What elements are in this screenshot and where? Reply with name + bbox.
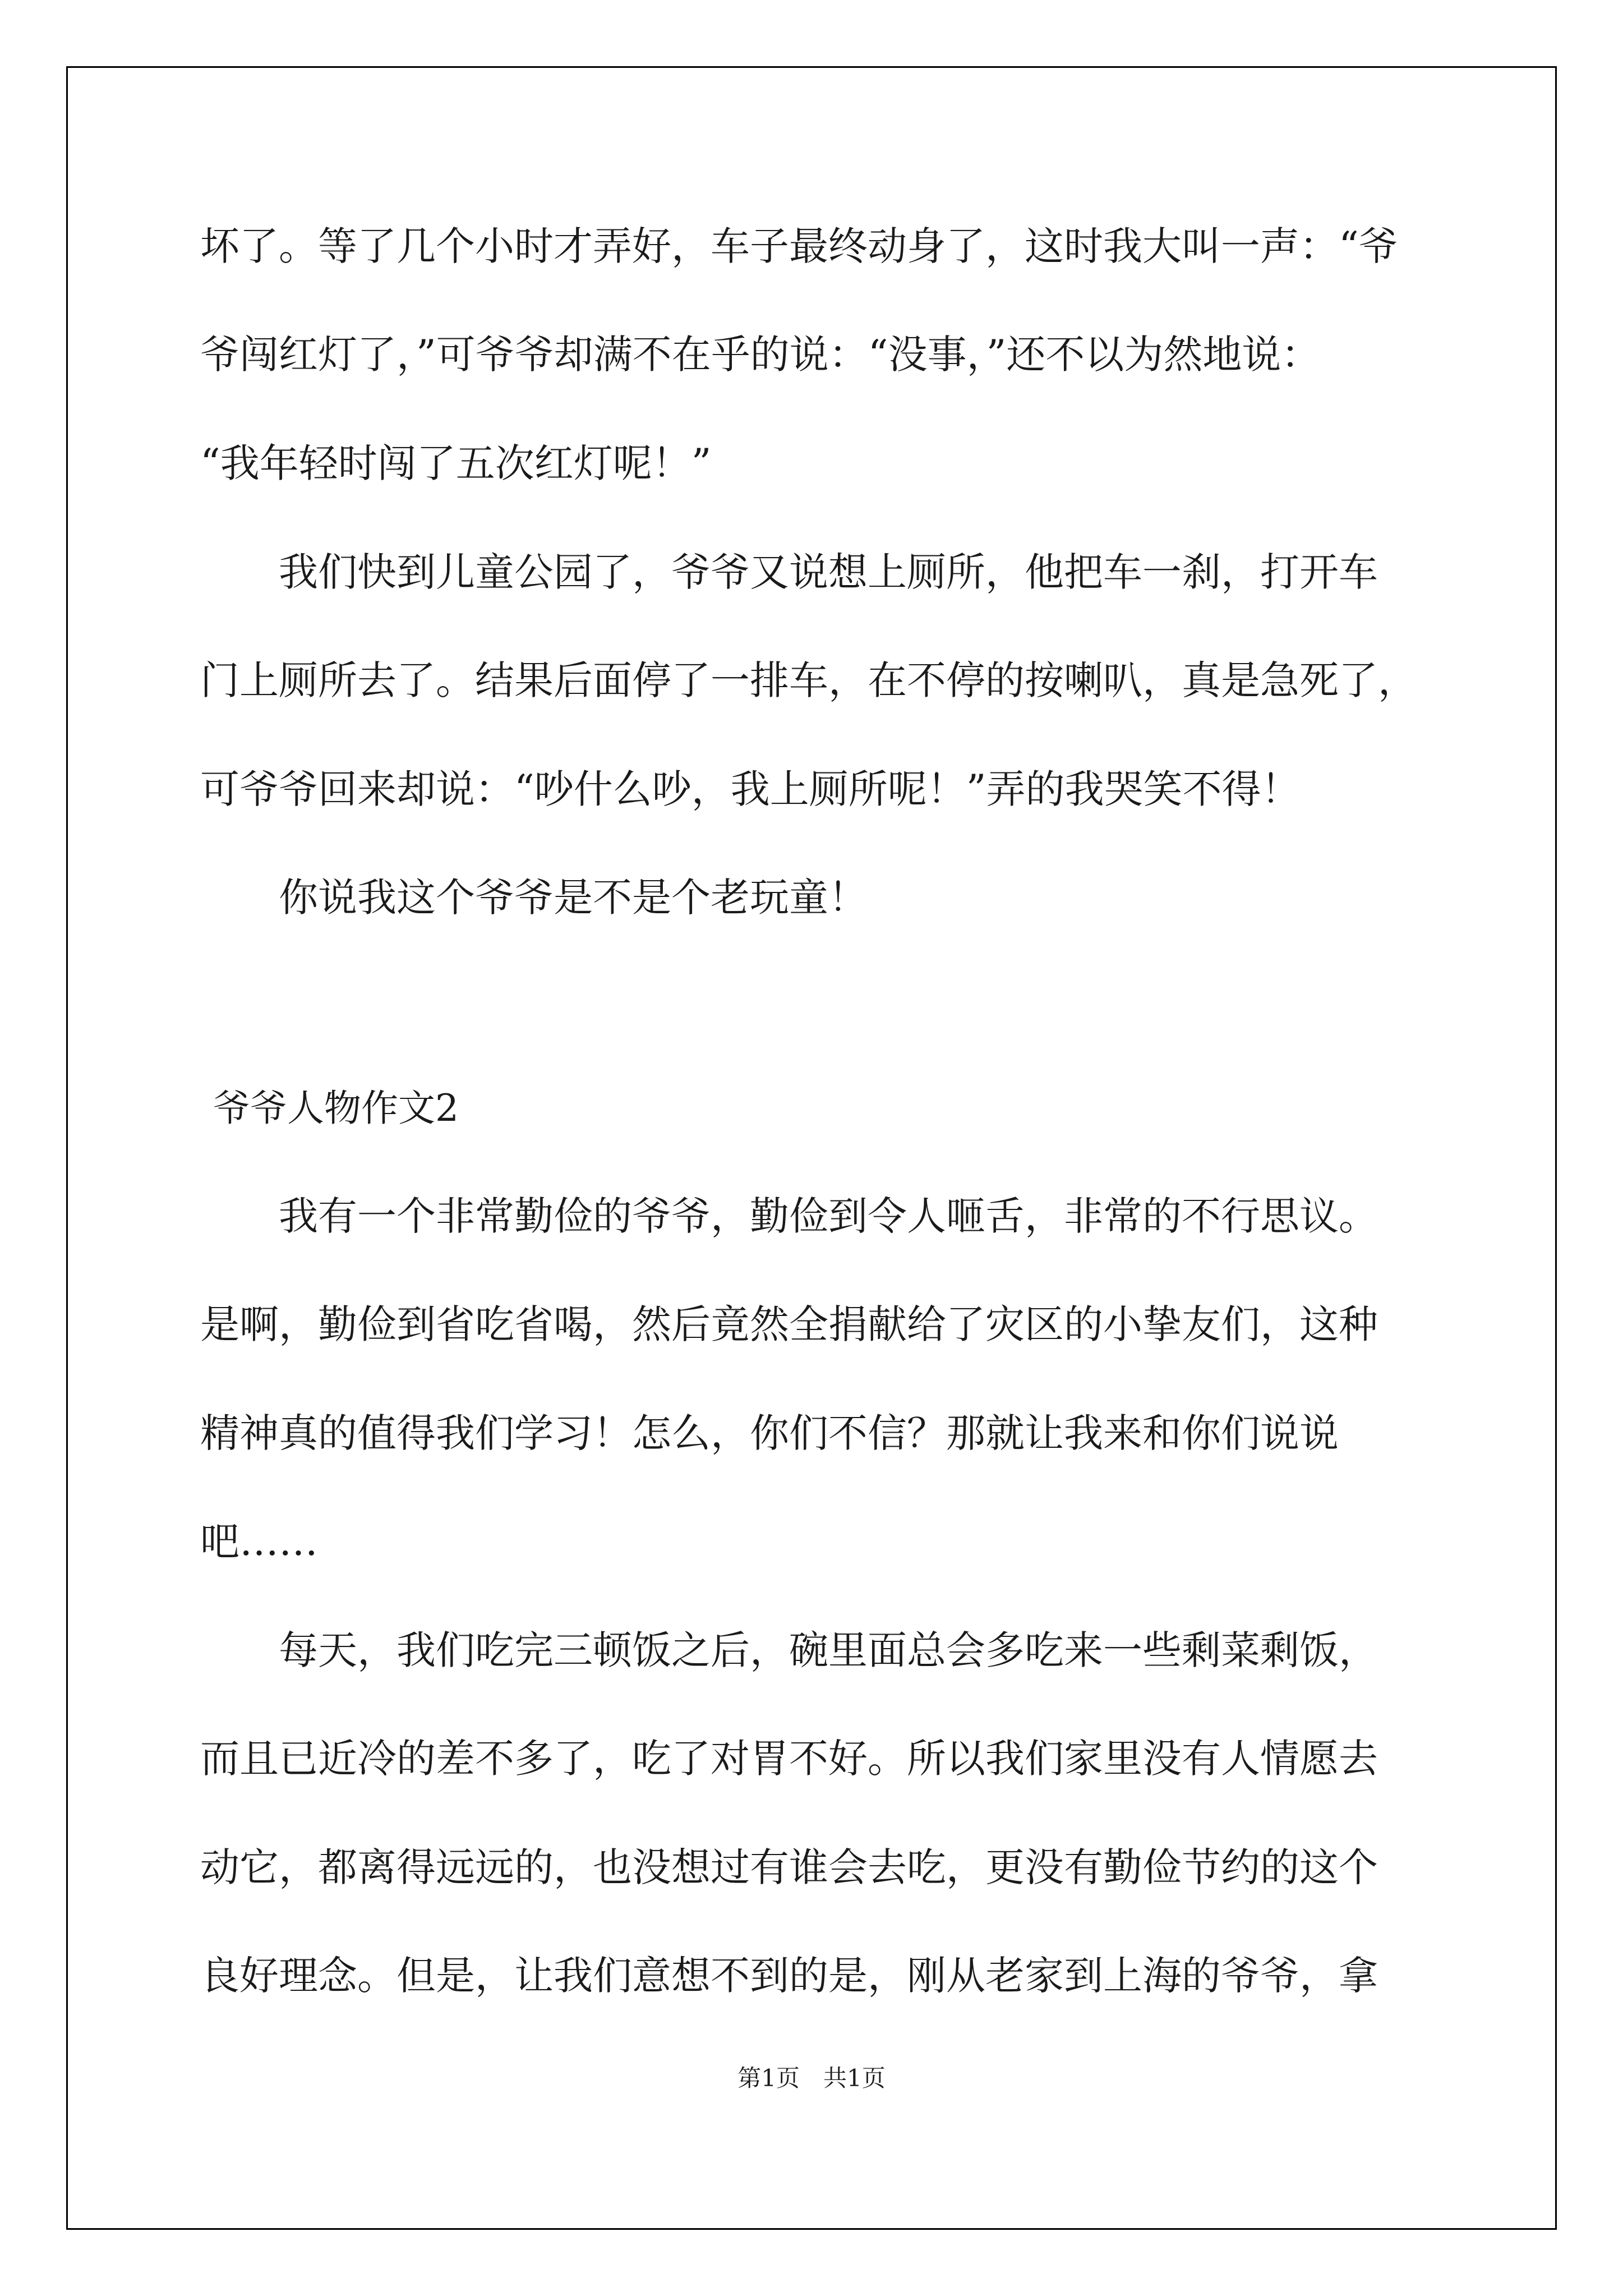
text-line: 良好理念。但是，让我们意想不到的是，刚从老家到上海的爷爷，拿 [200, 1953, 1378, 1999]
page-border [66, 66, 1557, 2230]
page-footer: 第1页 共1页 [737, 2064, 886, 2092]
text-line: 我有一个非常勤俭的爷爷，勤俭到令人咂舌，非常的不行思议。 [200, 1193, 1378, 1239]
text-line: “我年轻时闯了五次红灯呢！” [200, 440, 712, 486]
text-line: 每天，我们吃完三顿饭之后，碗里面总会多吃来一些剩菜剩饭， [200, 1627, 1378, 1673]
text-line: 是啊，勤俭到省吃省喝，然后竟然全捐献给了灾区的小挚友们，这种 [200, 1301, 1378, 1347]
text-line: 我们快到儿童公园了，爷爷又说想上厕所，他把车一刹，打开车 [200, 549, 1378, 595]
text-line: 动它，都离得远远的，也没想过有谁会去吃，更没有勤俭节约的这个 [200, 1844, 1378, 1890]
text-line: 而且已近冷的差不多了，吃了对胃不好。所以我们家里没有人情愿去 [200, 1736, 1378, 1782]
text-line: 可爷爷回来却说：“吵什么吵，我上厕所呢！”弄的我哭笑不得！ [200, 766, 1301, 812]
section-heading: 爷爷人物作文2 [213, 1087, 459, 1130]
text-line: 爷闯红灯了，”可爷爷却满不在乎的说：“没事，”还不以为然地说： [200, 332, 1321, 378]
text-line: 吧…… [200, 1519, 318, 1565]
text-line: 门上厕所去了。结果后面停了一排车，在不停的按喇叭，真是急死了， [200, 657, 1417, 703]
text-line: 精神真的值得我们学习！怎么，你们不信？那就让我来和你们说说 [200, 1410, 1339, 1456]
text-line: 坏了。等了几个小时才弄好，车子最终动身了，这时我大叫一声：“爷 [200, 223, 1398, 269]
text-line: 你说我这个爷爷是不是个老玩童！ [200, 875, 868, 921]
